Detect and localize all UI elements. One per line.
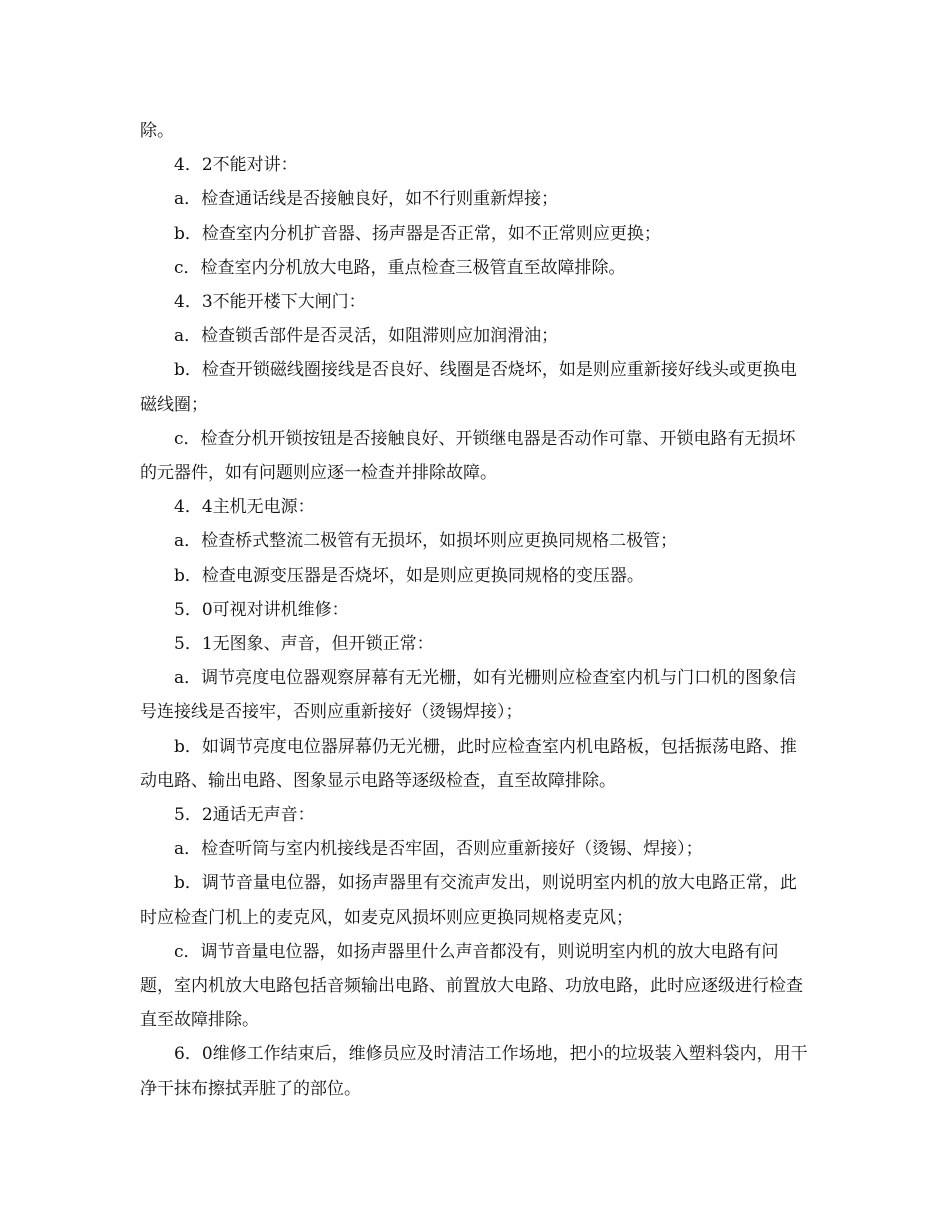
list-item-5-2-b: b．调节音量电位器，如扬声器里有交流声发出，则说明室内机的放大电路正常，此时应检查门机上的麦克风，如麦克风损坏则应更换同规格麦克风； — [140, 873, 797, 928]
list-item-4-2-b: b．检查室内分机扩音器、扬声器是否正常，如不正常则应更换； — [174, 223, 661, 244]
section-heading-5-1: 5．1无图象、声音，但开锁正常： — [174, 634, 434, 655]
list-item-4-4-b: b．检查电源变压器是否烧坏，如是则应更换同规格的变压器。 — [174, 565, 644, 586]
list-item-5-2-a: a．检查听筒与室内机接线是否牢固，否则应重新接好（烫锡、焊接）； — [174, 839, 703, 860]
list-item-5-1-b: b．如调节亮度电位器屏幕仍无光栅，此时应检查室内机电路板，包括振荡电路、推动电路、输出电路、图象显示电路等逐级检查，直至故障排除。 — [140, 736, 797, 791]
section-heading-5-2: 5．2通话无声音： — [174, 805, 315, 826]
list-item-4-3-a: a．检查锁舌部件是否灵活，如阻滞则应加润滑油； — [174, 326, 559, 347]
list-item-4-2-c: c．检查室内分机放大电路，重点检查三极管直至故障排除。 — [174, 257, 626, 278]
section-heading-4-3: 4．3不能开楼下大闸门： — [174, 292, 366, 313]
list-item-4-3-c: c．检查分机开锁按钮是否接触良好、开锁继电器是否动作可靠、开锁电路有无损坏的元器件，如有问题则应逐一检查并排除故障。 — [140, 428, 796, 484]
list-item-4-3-b: b．检查开锁磁线圈接线是否良好、线圈是否烧坏，如是则应重新接好线头或更换电磁线圈； — [140, 360, 797, 415]
section-heading-4-2: 4．2不能对讲： — [174, 155, 298, 176]
list-item-4-2-a: a．检查通话线是否接触良好，如不行则重新焊接； — [174, 189, 559, 210]
paragraph-continuation: 除。 — [140, 121, 174, 141]
list-item-4-4-a: a．检查桥式整流二极管有无损坏，如损坏则应更换同规格二极管； — [174, 531, 678, 552]
section-heading-4-4: 4．4主机无电源： — [174, 497, 315, 518]
list-item-5-2-c: c．调节音量电位器，如扬声器里什么声音都没有，则说明室内机的放大电路有问题，室内机放大电路包括音频输出电路、前置放大电路、功放电路，此时应逐级进行检查直至故障排除。 — [140, 941, 803, 1031]
document-body — [140, 114, 812, 1106]
section-heading-6-0: 6．0维修工作结束后，维修员应及时清洁工作场地，把小的垃圾装入塑料袋内，用干净干抹布擦拭弄脏了的部位。 — [140, 1044, 808, 1099]
section-heading-5-0: 5．0可视对讲机维修： — [174, 599, 349, 620]
list-item-5-1-a: a．调节亮度电位器观察屏幕有无光栅，如有光栅则应检查室内机与门口机的图象信号连接线是否接牢，否则应重新接好（烫锡焊接）； — [140, 668, 797, 723]
